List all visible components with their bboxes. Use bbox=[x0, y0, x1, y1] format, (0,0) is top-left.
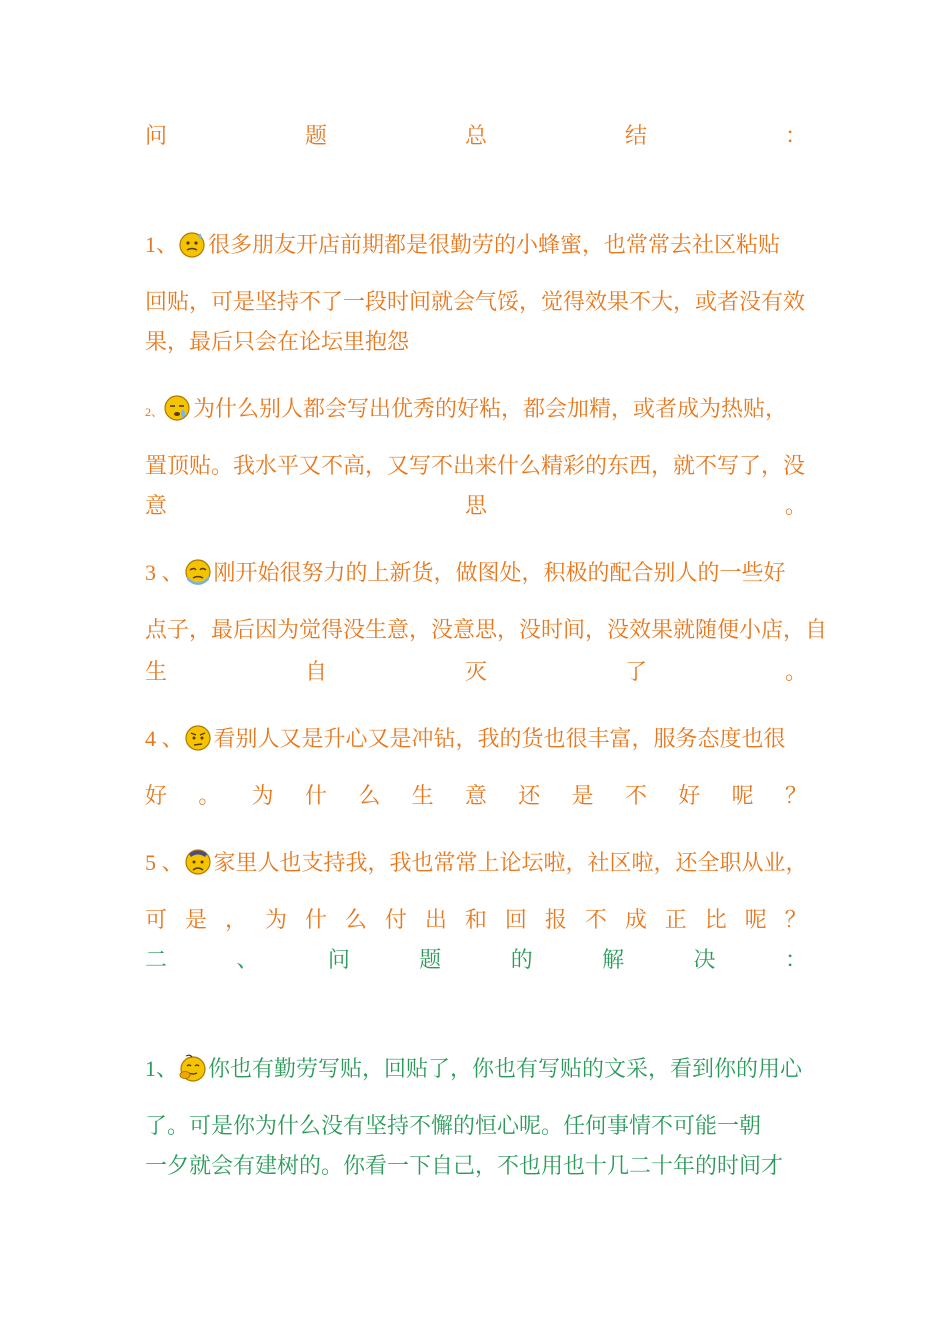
text-char: 。 bbox=[784, 494, 807, 519]
item3-line1 bbox=[145, 558, 807, 589]
item-number: 4 、 bbox=[145, 726, 184, 751]
section2-title bbox=[145, 946, 807, 976]
item4-line2 bbox=[145, 782, 807, 812]
text-char: 。 bbox=[784, 660, 807, 685]
title-char: 题 bbox=[419, 948, 442, 973]
text-char: 为 bbox=[264, 908, 287, 933]
s2-item1-line2: 了。可是你为什么没有坚持不懈的恒心呢。任何事情不可能一朝 bbox=[145, 1114, 762, 1139]
title-char: 问 bbox=[145, 124, 168, 149]
title-char: 结 bbox=[624, 124, 647, 149]
text-char: 生 bbox=[411, 784, 434, 809]
text-char: 了 bbox=[624, 660, 647, 685]
title-char: 、 bbox=[236, 948, 259, 973]
item-number: 2、 bbox=[145, 405, 164, 419]
title-char: 题 bbox=[304, 124, 327, 149]
thinking-face-icon bbox=[178, 1054, 206, 1082]
text-char: 出 bbox=[424, 908, 447, 933]
item-number: 3 、 bbox=[145, 560, 184, 585]
item5-line2 bbox=[145, 906, 807, 936]
text-char: 灭 bbox=[464, 660, 487, 685]
worried-face-icon bbox=[184, 724, 212, 752]
text-char: 为 bbox=[251, 784, 274, 809]
title-char: ： bbox=[784, 948, 807, 973]
text-char: 好 bbox=[145, 784, 168, 809]
sweat-face-icon bbox=[178, 230, 206, 258]
item2-line2: 置顶贴。我水平又不高，又写不出来什么精彩的东西，就不写了，没 bbox=[145, 454, 806, 479]
item-text: 为什么别人都会写出优秀的好粘，都会加精，或者成为热贴， bbox=[193, 397, 788, 422]
item-text: 看别人又是升心又是冲钻，我的货也很丰富，服务态度也很 bbox=[213, 727, 786, 752]
text-char: 什 bbox=[304, 784, 327, 809]
item1-line1 bbox=[145, 230, 807, 261]
section1-title bbox=[145, 122, 807, 152]
text-char: 意 bbox=[145, 494, 168, 519]
title-char: 二 bbox=[145, 948, 168, 973]
item2-line1 bbox=[145, 394, 807, 427]
s2-item1-line1 bbox=[145, 1054, 807, 1085]
text-char: 意 bbox=[464, 784, 487, 809]
text-char: 不 bbox=[584, 908, 607, 933]
title-char: 决 bbox=[693, 948, 716, 973]
text-char: ， bbox=[224, 908, 247, 933]
text-char: 比 bbox=[704, 908, 727, 933]
item-text: 你也有勤劳写贴，回贴了，你也有写贴的文采，看到你的用心 bbox=[208, 1057, 803, 1082]
item-number: 5 、 bbox=[145, 850, 184, 875]
text-char: 付 bbox=[384, 908, 407, 933]
text-char: 是 bbox=[571, 784, 594, 809]
s2-item1-line3: 一夕就会有建树的。你看一下自己，不也用也十几二十年的时间才 bbox=[145, 1154, 784, 1179]
item-text: 很多朋友开店前期都是很勤劳的小蜂蜜，也常常去社区粘贴 bbox=[208, 233, 781, 258]
item2-line3 bbox=[145, 492, 807, 522]
text-char: ？ bbox=[784, 908, 807, 933]
text-char: 。 bbox=[198, 784, 221, 809]
item-number: 1、 bbox=[145, 232, 179, 257]
text-char: 成 bbox=[624, 908, 647, 933]
text-char: 是 bbox=[184, 908, 207, 933]
item4-line1 bbox=[145, 724, 807, 755]
text-char: 不 bbox=[624, 784, 647, 809]
text-char: 正 bbox=[664, 908, 687, 933]
item-number: 1、 bbox=[145, 1056, 179, 1081]
text-char: 可 bbox=[145, 908, 168, 933]
text-char: 么 bbox=[358, 784, 381, 809]
text-char: 报 bbox=[544, 908, 567, 933]
item3-line3 bbox=[145, 658, 807, 688]
text-char: ？ bbox=[784, 784, 807, 809]
text-char: 么 bbox=[344, 908, 367, 933]
item1-line2: 回贴，可是坚持不了一段时间就会气馁，觉得效果不大，或者没有效 bbox=[145, 290, 806, 315]
tearful-face-icon bbox=[184, 558, 212, 586]
text-char: 回 bbox=[504, 908, 527, 933]
crying-face-icon bbox=[163, 394, 191, 422]
text-char: 生 bbox=[145, 660, 168, 685]
text-char: 呢 bbox=[731, 784, 754, 809]
title-char: 总 bbox=[464, 124, 487, 149]
title-char: ： bbox=[784, 124, 807, 149]
sad-face-icon bbox=[184, 848, 212, 876]
text-char: 好 bbox=[678, 784, 701, 809]
item-text: 家里人也支持我，我也常常上论坛啦，社区啦，还全职从业， bbox=[213, 851, 808, 876]
item-text: 刚开始很努力的上新货，做图处，积极的配合别人的一些好 bbox=[213, 561, 786, 586]
item1-line3: 果，最后只会在论坛里抱怨 bbox=[145, 330, 410, 355]
title-char: 问 bbox=[327, 948, 350, 973]
title-char: 的 bbox=[510, 948, 533, 973]
item5-line1 bbox=[145, 848, 807, 879]
text-char: 自 bbox=[304, 660, 327, 685]
text-char: 还 bbox=[518, 784, 541, 809]
text-char: 和 bbox=[464, 908, 487, 933]
title-char: 解 bbox=[602, 948, 625, 973]
item3-line2: 点子，最后因为觉得没生意，没意思，没时间，没效果就随便小店，自 bbox=[145, 618, 828, 643]
text-char: 呢 bbox=[744, 908, 767, 933]
text-char: 思 bbox=[464, 494, 487, 519]
text-char: 什 bbox=[304, 908, 327, 933]
